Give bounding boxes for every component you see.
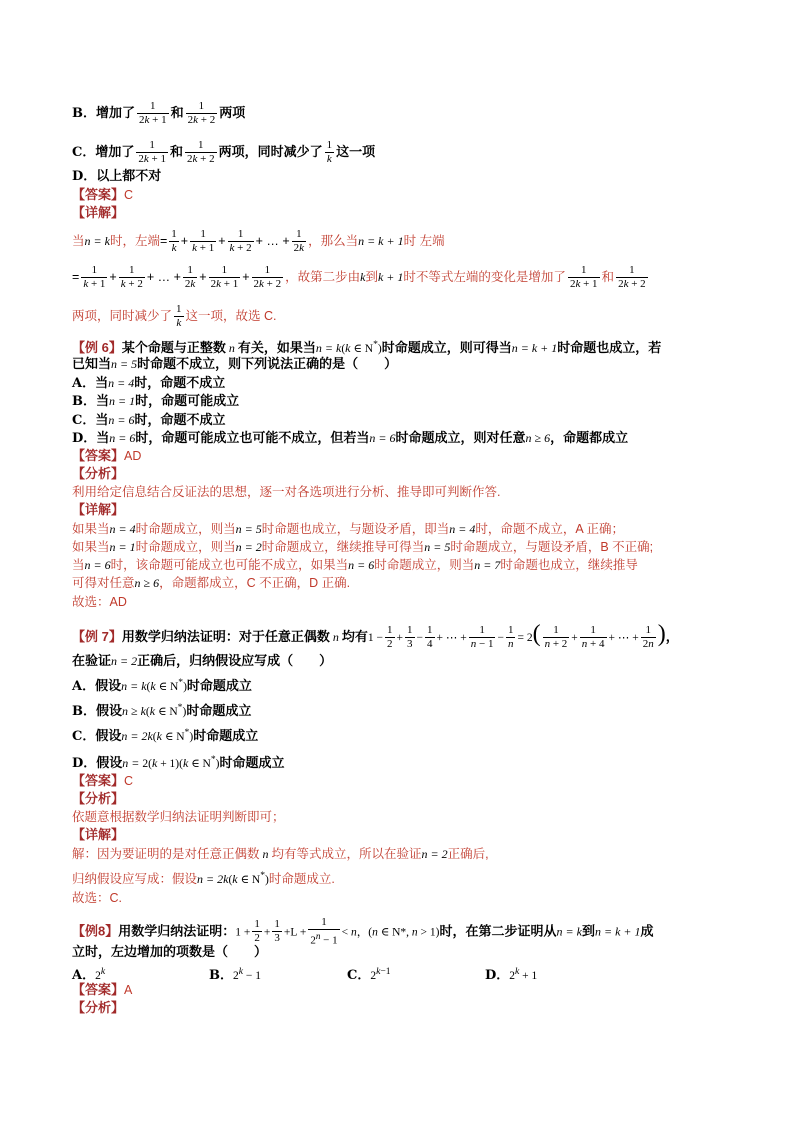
q7-stem-line1: 【例 7】用数学归纳法证明：对于任意正偶数 n 均有1 − $\frac{1}{2}$ + $\frac{1}{3}$ − $\frac{1}{4}$ + ⋯ + $\frac{1}{n - 1}$ − $\frac{1}{n}$ = 2( $\frac{1}{n + 2}$ + $\frac{1}{n + 4}$ + ⋯ + $\frac{1}{2n}$ )，: [72, 621, 679, 650]
q5-detail-line3: 两项，同时减少了 $\frac{1}{k}$ 这一项，故选 C.: [72, 303, 277, 329]
q8-option-c: C．$2^{k-1}$: [347, 966, 391, 983]
fraction: $\frac{1}{2k + 1}$: [139, 100, 167, 126]
q6-option-c: C．当n = 6时，命题不成立: [72, 413, 226, 428]
q5-option-d: D．以上都不对: [72, 169, 162, 184]
q5-option-b: B．增加了 $\frac{1}{2k + 1}$ 和 $\frac{1}{2k + 2}$ 两项: [72, 100, 246, 126]
q5-answer: 【答案】C: [72, 187, 134, 202]
q5-detail-line2: = $\frac{1}{k + 1}$ + $\frac{1}{k + 2}$ + … + $\frac{1}{2k}$ + $\frac{1}{2k + 1}$ + $\frac{1}{2k + 2}$ ，故第二步由k到k + 1时不等式左端的变化是增加了 $\frac{1}{2k + 1}$ 和 $\frac{1}{2k + 2}$: [72, 264, 646, 290]
q7-analysis: 依题意根据数学归纳法证明判断即可；: [72, 810, 285, 824]
q7-answer: 【答案】C: [72, 773, 134, 788]
q6-analysis: 利用给定信息结合反证法的思想，逐一对各选项进行分析、推导即可判断作答.: [72, 485, 501, 499]
fraction: $\frac{1}{k}$: [326, 139, 333, 165]
q6-option-a: A．当n = 4时，命题不成立: [72, 376, 226, 391]
q6-detail-line2: 如果当n = 1时命题成立，则当n = 2时命题成立，继续推导可得当n = 5时命题成立，与题设矛盾，B 不正确;: [72, 540, 654, 554]
q5-detail-line1: 当n = k时，左端= $\frac{1}{k}$ + $\frac{1}{k + 1}$ + $\frac{1}{k + 2}$ + … + $\frac{1}{2k}$ ，那么当n = k + 1时 左端: [72, 228, 445, 254]
q6-detail-line4: 可得对任意n ≥ 6，命题都成立，C 不正确，D 正确.: [72, 576, 351, 590]
q8-option-d: D．$2^k + 1$: [485, 966, 538, 983]
q7-detail-line1: 解：因为要证明的是对任意正偶数 n 均有等式成立，所以在验证n = 2正确后,: [72, 847, 489, 861]
q8-analysis-tag: 【分析】: [72, 1000, 125, 1015]
q7-option-a: A．假设n = k(k ∈ N*)时命题成立: [72, 677, 252, 694]
fraction: $\frac{1}{2k + 2}$: [187, 100, 216, 126]
q6-detail-line3: 当n = 6时，该命题可能成立也可能不成立，如果当n = 6时命题成立，则当n = 7时命题也成立，继续推导: [72, 558, 638, 572]
q8-answer: 【答案】A: [72, 982, 133, 997]
q7-stem-line2: 在验证n = 2正确后，归纳假设应写成（ ）: [72, 654, 333, 669]
q6-analysis-tag: 【分析】: [72, 466, 125, 481]
q7-detail-line2: 归纳假设应写成：假设n = 2k(k ∈ N*)时命题成立.: [72, 870, 335, 886]
q7-detail-tag: 【详解】: [72, 827, 125, 842]
q5-option-c: C．增加了 $\frac{1}{2k + 1}$ 和 $\frac{1}{2k + 2}$ 两项，同时减少了 $\frac{1}{k}$ 这一项: [72, 139, 376, 165]
fraction: $\frac{1}{2k + 1}$: [138, 139, 166, 165]
q8-option-b: B．$2^k - 1$: [209, 966, 262, 983]
q6-stem-line1: 【例 6】某个命题与正整数 n 有关，如果当n = k(k ∈ N*)时命题成立，则可得当n = k + 1时命题也成立，若: [72, 339, 662, 356]
q8-stem-line1: 【例8】用数学归纳法证明：1 + $\frac{1}{2}$ + $\frac{1}{3}$ +L + $\frac{1}{2^n - 1}$ < n，(n ∈ N*, n > 1)时，在第二步证明从n = k到n = k + 1成: [72, 916, 654, 947]
q6-answer: 【答案】AD: [72, 448, 142, 463]
q7-option-d: D．假设n = 2(k + 1)(k ∈ N*)时命题成立: [72, 754, 285, 771]
q7-conclusion: 故选：C.: [72, 891, 123, 905]
q7-analysis-tag: 【分析】: [72, 791, 125, 806]
q6-detail-tag: 【详解】: [72, 502, 125, 517]
q8-option-a: A．2$^k$: [72, 966, 106, 983]
fraction: $\frac{1}{2k + 2}$: [186, 139, 215, 165]
q5-detail-tag: 【详解】: [72, 205, 125, 220]
q6-option-d: D．当n = 6时，命题可能成立也可能不成立，但若当n = 6时命题成立，则对任意n ≥ 6，命题都成立: [72, 431, 629, 446]
q8-stem-line2: 立时，左边增加的项数是（ ）: [72, 945, 268, 960]
q7-option-c: C．假设n = 2k(k ∈ N*)时命题成立: [72, 727, 259, 744]
q6-detail-line1: 如果当n = 4时命题成立，则当n = 5时命题也成立，与题设矛盾，即当n = 4时，命题不成立，A 正确；: [72, 522, 624, 536]
q7-option-b: B．假设n ≥ k(k ∈ N*)时命题成立: [72, 702, 252, 719]
q6-stem-line2: 已知当n = 5时命题不成立，则下列说法正确的是（ ）: [72, 357, 398, 372]
q6-conclusion: 故选：AD: [72, 595, 127, 609]
q6-option-b: B．当n = 1时，命题可能成立: [72, 394, 240, 409]
